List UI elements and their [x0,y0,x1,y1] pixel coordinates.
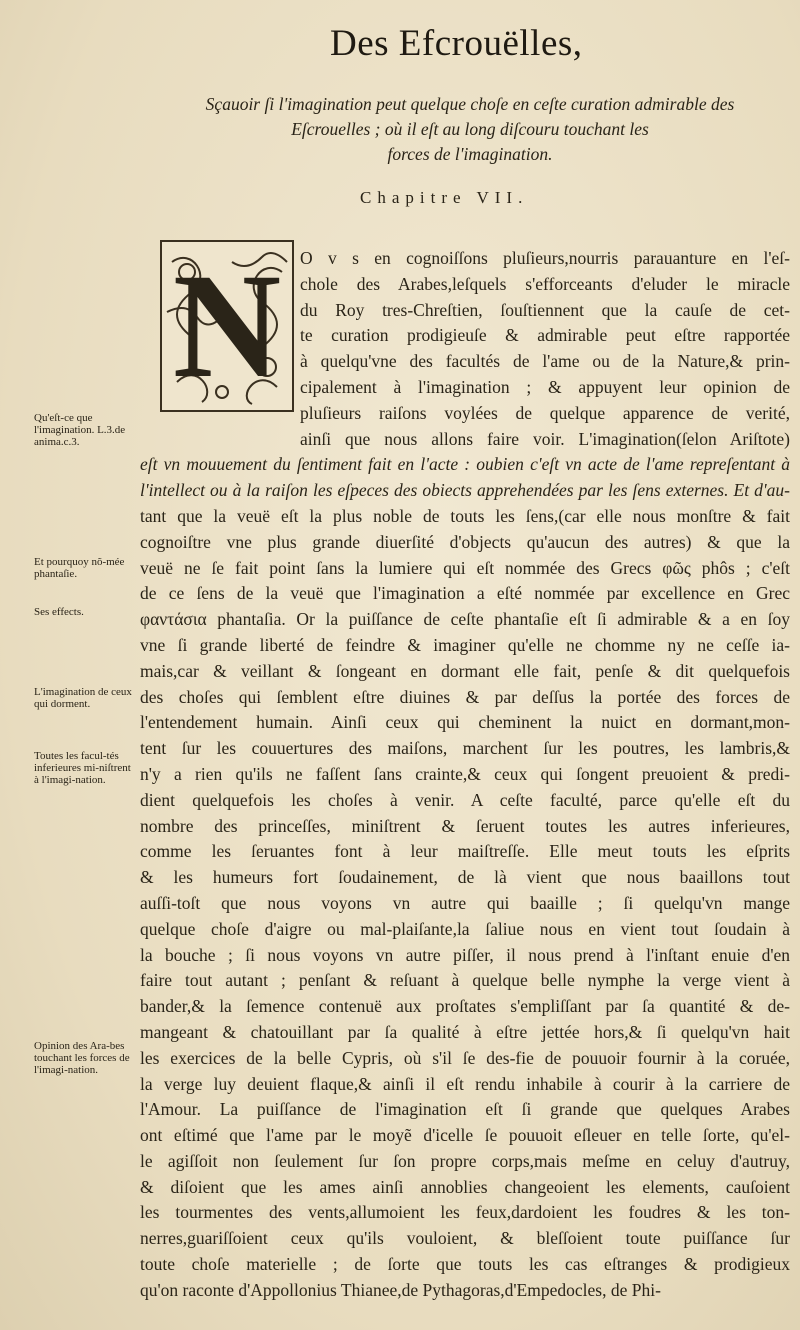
text-line: te curation prodigieuſe & admirable peut eſtre rapportée [300,325,790,346]
text-line: de ce ſens de la veuë que l'imagination a eſté nommée par excellence en Grec [140,583,790,604]
text-line: les exercices de la belle Cypris, où s'il ſe des-fie de pouuoir fournir à la coruée, [140,1047,790,1068]
heading-line-1: Sçauoir ſi l'imagination peut quelque choſe en ceſte curation admirable des [205,94,735,114]
text-line: φαντάσια phantaſia. Or la puiſſance de ceſte phantaſie eſt ſi admirable & a en ſoy [140,609,790,630]
margin-note: Toutes les facul-tés inferieures mi-niſtrent à l'imagi-nation. [34,750,131,786]
text-line: cipalement à l'imagination ; & appuyent leur opinion de [300,376,790,397]
text-line: n'y a rien qu'ils ne faſſent ſans crainte,& ceux qui ſongent preuoient & predi- [140,763,790,784]
text-line: mais,car & veillant & ſongeant en dormant elle fait, penſe & dit quelquefois [140,660,790,681]
text-line: eſt vn mouuement du ſentiment fait en l'acte : oubien c'eſt vn acte de l'ame repreſentant à [140,454,790,475]
drop-cap-letter: N [172,243,282,409]
text-line: du Roy tres-Chreſtien, ſouſtiennent que la cauſe de cet- [300,299,790,320]
text-line: à quelqu'vne des facultés de l'ame ou de la Nature,& prin- [300,351,790,372]
text-line: l'intellect ou à la raiſon les eſpeces des obiects apprehendées par les ſens externes. Et d'au- [140,480,790,501]
text-line: des choſes qui ſemblent eſtre diuines & par deſſus la portée des forces de [140,686,790,707]
chapter-number: Chapitre VII. [360,188,529,207]
text-line: & les humeurs fort ſoudainement, de là vient que nous baaillons tout [140,867,790,888]
text-line: cognoiſtre vne plus grande diuerſité d'objects qu'aucun des autres) & que la [140,531,790,552]
running-title: Des Efcrouëlles, [330,23,583,64]
text-line: l'entendement humain. Ainſi ceux qui cheminent la nuict en dormant,mon- [140,712,790,733]
text-line: tant que la veuë eſt la plus noble de touts les ſens,(car elle nous monſtre & fait [140,505,790,526]
body-text [140,243,790,1304]
text-line: tent ſur les couuertures des maiſons, marchent ſur les poutres, les lambris,& [140,738,790,759]
text-line: veuë ne ſe fait point ſans la lumiere qui eſt nommée des Grecs φῶς phôs ; c'eſt [140,557,790,578]
text-line: faire tout autant ; penſant & reſuant à quelque belle nymphe la verge vient à [140,970,790,991]
margin-note: Opinion des Ara-bes touchant les forces de l'imagi-nation. [34,1040,130,1076]
text-line: la verge luy deuient flaque,& ainſi il eſt rendu inhabile à courir à la carriere de [140,1073,790,1094]
chapter-heading [160,92,780,167]
text-line: les tourmentes des vents,allumoient les feux,dardoient les foudres & les ton- [140,1202,790,1223]
text-line: ont eſtimé que l'ame par le moyẽ d'icelle ſe pouuoit eſleuer en telle ſorte, qu'el- [140,1125,790,1146]
text-line: nombre des princeſſes, miniſtrent & ſeruent toutes les autres inferieures, [140,815,790,836]
margin-note: Qu'eſt-ce que l'imagination. L.3.de anima.c.3. [34,412,126,448]
text-line: nerres,guariſſoient ceux qu'ils vouloient, & bleſſoient toute puiſſance ſur [140,1228,790,1249]
text-line: vne ſi grande liberté de feindre & imaginer qu'elle ne chomme ny ne ceſſe ia- [140,634,790,655]
text-line: la bouche ; ſi nous voyons vn autre piſſer, il nous prend à l'inſtant enuie d'en [140,944,790,965]
text-line: dient quelquefois les choſes à venir. A ceſte faculté, parce qu'elle eſt du [140,789,790,810]
text-line: le agiſſoit non ſeulement ſur ſon propre corps,mais meſme en celuy d'autruy, [140,1150,790,1171]
text-line: pluſieurs raiſons voylées de quelque apparence de verité, [300,402,790,423]
text-line: & diſoient que les ames ainſi annoblies changeoient les elements, cauſoient [140,1176,790,1197]
text-line: ainſi que nous allons faire voir. L'imagination(ſelon Ariſtote) [300,428,790,449]
heading-line-2: Eſcrouelles ; où il eſt au long diſcouru touchant les [291,119,649,139]
margin-note: L'imagination de ceux qui dorment. [34,686,132,710]
text-line: comme les ſeruantes font à leur maiſtreſſe. Elle meut touts les eſprits [140,841,790,862]
text-line: toute choſe materielle ; de ſorte que touts les cas eſtranges & prodigieux [140,1254,790,1275]
text-line: bander,& la ſemence contenuë aux proſtates s'empliſſant par ſa quantité & de- [140,996,790,1017]
text-line: O v s en cognoiſſons pluſieurs,nourris parauanture en l'eſ- [300,248,790,268]
text-line: mangeant & chatouillant par ſa qualité à eſtre jettée hors,& ſi quelqu'vn hait [140,1021,790,1042]
text-line: l'Amour. La puiſſance de l'imagination eſt ſi grande que quelques Arabes [140,1099,790,1120]
text-line: chole des Arabes,leſquels s'efforceants d'eluder le miracle [300,273,790,294]
text-line: auſſi-toſt que nous voyons vn autre qui baaille ; ſi quelqu'vn mange [140,892,790,913]
heading-line-3: forces de l'imagination. [387,144,553,164]
margin-note: Ses effects. [34,606,84,618]
text-line: qu'on raconte d'Appollonius Thianee,de Pythagoras,d'Empedocles, de Phi- [140,1279,661,1300]
margin-note: Et pourquoy nõ-mée phantaſie. [34,556,125,580]
text-line: quelque choſe d'aigre ou mal-plaiſante,la ſaliue nous en vient tout ſoudain à [140,918,790,939]
